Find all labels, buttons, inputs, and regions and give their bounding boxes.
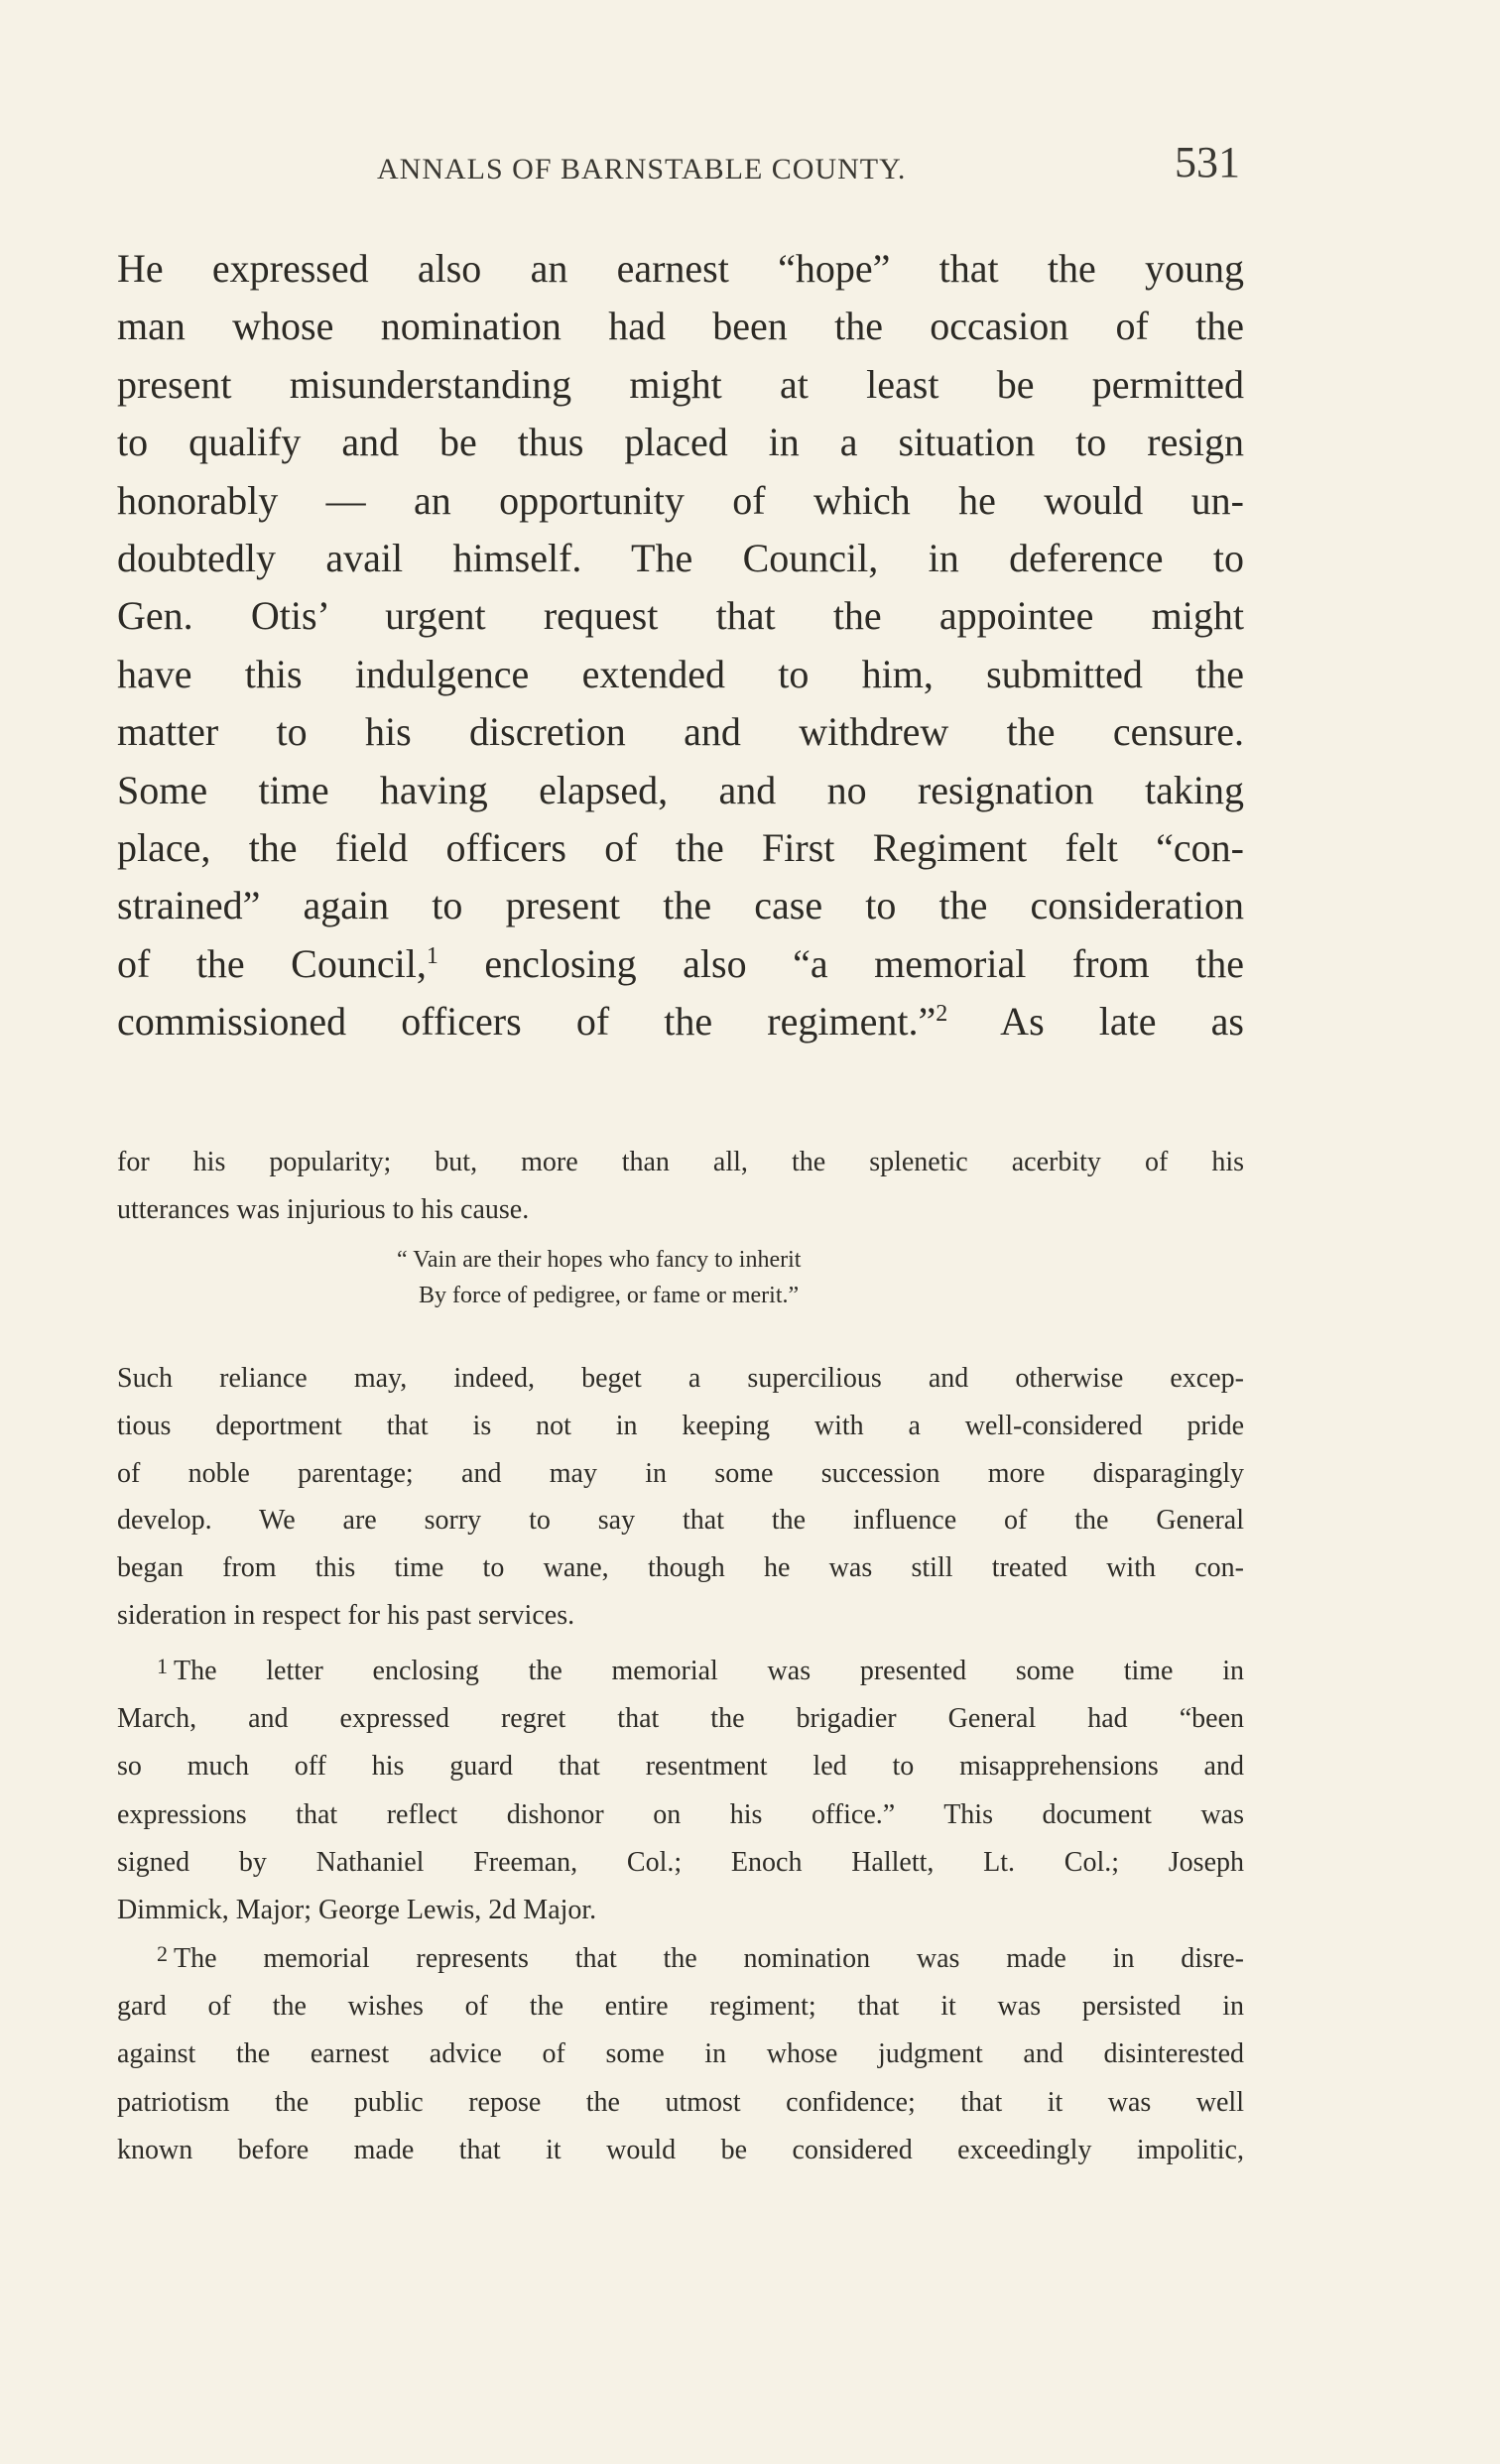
- footnote-ref-1: 1: [426, 942, 438, 969]
- main-text-line: strained” again to present the case to the consideration: [117, 883, 1244, 928]
- main-text-segment: of the Council,: [117, 940, 427, 986]
- footnote-line: gard of the wishes of the entire regiment; that it was persisted in: [117, 1991, 1244, 2023]
- main-text-segment: enclosing also “a memorial from the: [438, 940, 1244, 986]
- main-text-line: place, the field officers of the First Regiment felt “con-: [117, 825, 1244, 871]
- main-text-line: doubtedly avail himself. The Council, in deference to: [117, 536, 1244, 581]
- footnote-ref-2: 2: [936, 1001, 948, 1028]
- footnote-line: against the earnest advice of some in whose judgment and disinterested: [117, 2038, 1244, 2070]
- main-text-line: to qualify and be thus placed in a situation to resign: [117, 420, 1244, 465]
- note-line: of noble parentage; and may in some succession more disparagingly: [117, 1457, 1244, 1489]
- main-text-line: [117, 935, 1244, 993]
- footnote-line: expressions that reflect dishonor on his office.” This document was: [117, 1798, 1244, 1830]
- note-line: for his popularity; but, more than all, the splenetic acerbity of his: [117, 1147, 1244, 1177]
- main-text-line: Some time having elapsed, and no resignation taking: [117, 767, 1244, 812]
- main-text-line: man whose nomination had been the occasion of the: [117, 304, 1244, 349]
- note-line: began from this time to wane, though he was still treated with con-: [117, 1552, 1244, 1584]
- note-continuation: [117, 1139, 1244, 1234]
- footnote-text: The letter enclosing the memorial was presented some time in: [174, 1656, 1244, 1686]
- main-text-line: [117, 993, 1244, 1050]
- quote-line-2: By force of pedigree, or fame or merit.”: [419, 1283, 800, 1308]
- running-head: ANNALS OF BARNSTABLE COUNTY.: [377, 153, 907, 185]
- main-text-segment: commissioned officers of the regiment.”: [117, 999, 937, 1045]
- footnote-line: [117, 1643, 1244, 1695]
- note-line: Such reliance may, indeed, beget a supercilious and otherwise excep-: [117, 1363, 1244, 1394]
- main-text-line: He expressed also an earnest “hope” that the young: [117, 246, 1244, 291]
- note-line: utterances was injurious to his cause.: [117, 1194, 530, 1225]
- footnote-marker-1: 1: [157, 1654, 168, 1678]
- main-text-line: have this indulgence extended to him, submitted the: [117, 651, 1244, 696]
- main-text-line: honorably — an opportunity of which he would un-: [117, 477, 1244, 523]
- footnote-marker-2: 2: [157, 1941, 168, 1966]
- verse-quote: [397, 1242, 801, 1313]
- footnote-line: signed by Nathaniel Freeman, Col.; Enoch Hallett, Lt. Col.; Joseph: [117, 1846, 1244, 1878]
- footnote-line: patriotism the public repose the utmost confidence; that it was well: [117, 2086, 1244, 2118]
- footnote-2: [117, 1930, 1244, 2174]
- footnote-1: [117, 1643, 1244, 1934]
- footnote-text: The memorial represents that the nomination was made in disre-: [174, 1943, 1244, 1974]
- note-line: sideration in respect for his past services.: [117, 1599, 575, 1631]
- quote-line-1: “ Vain are their hopes who fancy to inherit: [397, 1247, 802, 1273]
- footnote-line: Dimmick, Major; George Lewis, 2d Major.: [117, 1895, 597, 1926]
- note-continuation-2: [117, 1355, 1244, 1640]
- main-text-segment: As late as: [947, 999, 1244, 1045]
- main-text-line: Gen. Otis’ urgent request that the appointee might: [117, 593, 1244, 639]
- page-number: 531: [1175, 138, 1240, 186]
- note-line: tious deportment that is not in keeping with a well-considered pride: [117, 1410, 1244, 1441]
- footnote-line: so much off his guard that resentment led to misapprehensions and: [117, 1751, 1244, 1783]
- footnote-line: March, and expressed regret that the brigadier General had “been: [117, 1703, 1244, 1735]
- note-line: develop. We are sorry to say that the influence of the General: [117, 1505, 1244, 1537]
- footnote-line: known before made that it would be considered exceedingly impolitic,: [117, 2134, 1244, 2165]
- main-text-line: matter to his discretion and withdrew the censure.: [117, 709, 1244, 755]
- page-header: [377, 137, 1240, 192]
- main-text-line: present misunderstanding might at least be permitted: [117, 361, 1244, 407]
- main-text: [117, 240, 1244, 1051]
- footnote-line: [117, 1930, 1244, 1983]
